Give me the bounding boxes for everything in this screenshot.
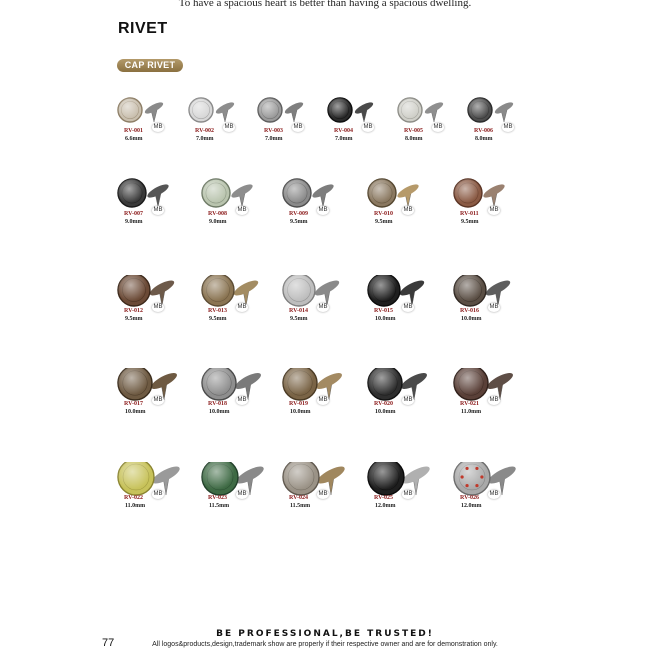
rivet-pin (148, 278, 176, 306)
rivet-pin (230, 182, 255, 207)
mb-badge: MB (153, 207, 163, 213)
rivet-pin (353, 100, 374, 122)
rivet-size: 10.0mm (375, 316, 396, 322)
rivet-code: RV-012 (124, 308, 144, 314)
rivet-item (448, 275, 528, 337)
rivet-pin (283, 100, 304, 122)
mb-badge: MB (403, 304, 413, 310)
mb-badge: MB (403, 397, 413, 403)
header-tagline: To have a spacious heart is better than having a spacious dwelling. (178, 0, 472, 9)
rivet-size: 10.0mm (461, 316, 482, 322)
mb-badge: MB (489, 397, 499, 403)
mb-badge: MB (489, 207, 499, 213)
rivet-pin (399, 370, 429, 400)
mb-badge: MB (153, 491, 163, 497)
rivet-size: 8.0mm (475, 136, 493, 142)
rivet-item (112, 178, 192, 240)
rivet-pin (232, 278, 260, 306)
footer-disclaimer: All logos&products,design,trademark show are properly if their respective owner and are for demonstration only. (152, 641, 498, 648)
rivet-size: 11.5mm (290, 503, 311, 509)
rivet-item (462, 95, 542, 157)
rivet-pin (484, 278, 512, 306)
rivet-item (277, 368, 357, 430)
rivet-code: RV-025 (374, 495, 394, 501)
rivet-item (277, 178, 357, 240)
rivet-size: 10.0mm (209, 409, 230, 415)
rivet-pin (313, 278, 341, 306)
rivet-size: 11.0mm (125, 503, 146, 509)
rivet-code: RV-021 (460, 401, 480, 407)
rivet-item (112, 95, 192, 157)
rivet-pin (398, 278, 426, 306)
rivet-code: RV-011 (460, 211, 479, 217)
rivet-size: 10.0mm (375, 409, 396, 415)
rivet-size: 9.0mm (125, 219, 143, 225)
mb-badge: MB (153, 304, 163, 310)
rivet-item (448, 178, 528, 240)
rivet-code: RV-006 (474, 128, 494, 134)
rivet-item (362, 275, 442, 337)
rivet-pin (396, 182, 421, 207)
rivet-item (183, 95, 263, 157)
rivet-code: RV-001 (124, 128, 144, 134)
mb-badge: MB (224, 124, 234, 130)
rivet-size: 7.0mm (265, 136, 283, 142)
page-number: 77 (102, 637, 115, 649)
rivet-code: RV-016 (460, 308, 480, 314)
rivet-item (362, 368, 442, 430)
rivet-item (277, 275, 357, 337)
mb-badge: MB (403, 491, 413, 497)
rivet-size: 9.5mm (290, 219, 308, 225)
rivet-pin (214, 100, 235, 122)
rivet-code: RV-002 (195, 128, 215, 134)
rivet-size: 6.6mm (125, 136, 143, 142)
rivet-code: RV-017 (124, 401, 144, 407)
rivet-code: RV-014 (289, 308, 309, 314)
mb-badge: MB (237, 304, 247, 310)
footer-slogan: BE PROFESSIONAL,BE TRUSTED! (216, 629, 434, 639)
mb-badge: MB (153, 124, 163, 130)
section-badge: CAP RIVET (117, 59, 183, 72)
rivet-code: RV-026 (460, 495, 480, 501)
rivet-code: RV-003 (264, 128, 284, 134)
rivet-item (362, 462, 442, 524)
mb-badge: MB (363, 124, 373, 130)
rivet-code: RV-015 (374, 308, 394, 314)
page-title: RIVET (118, 20, 168, 37)
rivet-code: RV-019 (289, 401, 309, 407)
rivet-item (448, 462, 528, 524)
rivet-code: RV-010 (374, 211, 394, 217)
rivet-item (448, 368, 528, 430)
mb-badge: MB (237, 491, 247, 497)
rivet-item (322, 95, 402, 157)
rivet-item (392, 95, 472, 157)
mb-badge: MB (318, 491, 328, 497)
rivet-size: 9.5mm (209, 316, 227, 322)
rivet-size: 7.0mm (196, 136, 214, 142)
rivet-pin (485, 370, 515, 400)
mb-badge: MB (293, 124, 303, 130)
rivet-size: 9.5mm (375, 219, 393, 225)
rivet-size: 7.0mm (335, 136, 353, 142)
rivet-item (196, 462, 276, 524)
rivet-code: RV-004 (334, 128, 354, 134)
rivet-code: RV-018 (208, 401, 228, 407)
rivet-pin (311, 182, 336, 207)
rivet-code: RV-022 (124, 495, 144, 501)
rivet-size: 10.0mm (125, 409, 146, 415)
rivet-item (196, 368, 276, 430)
rivet-size: 9.5mm (125, 316, 143, 322)
rivet-item (112, 368, 192, 430)
rivet-item (112, 462, 192, 524)
mb-badge: MB (433, 124, 443, 130)
rivet-item (196, 178, 276, 240)
rivet-pin (314, 370, 344, 400)
rivet-size: 9.5mm (461, 219, 479, 225)
rivet-pin (146, 182, 171, 207)
rivet-item (196, 275, 276, 337)
mb-badge: MB (237, 397, 247, 403)
rivet-code: RV-008 (208, 211, 228, 217)
rivet-item (112, 275, 192, 337)
mb-badge: MB (403, 207, 413, 213)
rivet-pin (423, 100, 444, 122)
rivet-code: RV-020 (374, 401, 394, 407)
rivet-size: 11.0mm (461, 409, 482, 415)
rivet-pin (493, 100, 514, 122)
mb-badge: MB (503, 124, 513, 130)
rivet-size: 11.5mm (209, 503, 230, 509)
rivet-size: 9.0mm (209, 219, 227, 225)
rivet-pin (233, 370, 263, 400)
mb-badge: MB (489, 491, 499, 497)
mb-badge: MB (318, 397, 328, 403)
rivet-code: RV-013 (208, 308, 228, 314)
rivet-code: RV-009 (289, 211, 309, 217)
rivet-code: RV-005 (404, 128, 424, 134)
mb-badge: MB (318, 304, 328, 310)
rivet-size: 9.5mm (290, 316, 308, 322)
rivet-pin (143, 100, 164, 122)
rivet-pin (149, 370, 179, 400)
rivet-item (362, 178, 442, 240)
rivet-size: 10.0mm (290, 409, 311, 415)
rivet-pin (482, 182, 507, 207)
rivet-item (277, 462, 357, 524)
rivet-size: 12.0mm (375, 503, 396, 509)
mb-badge: MB (153, 397, 163, 403)
rivet-size: 8.0mm (405, 136, 423, 142)
rivet-code: RV-007 (124, 211, 144, 217)
rivet-size: 12.0mm (461, 503, 482, 509)
mb-badge: MB (318, 207, 328, 213)
rivet-code: RV-024 (289, 495, 309, 501)
rivet-code: RV-023 (208, 495, 228, 501)
mb-badge: MB (489, 304, 499, 310)
mb-badge: MB (237, 207, 247, 213)
rivet-item (252, 95, 332, 157)
